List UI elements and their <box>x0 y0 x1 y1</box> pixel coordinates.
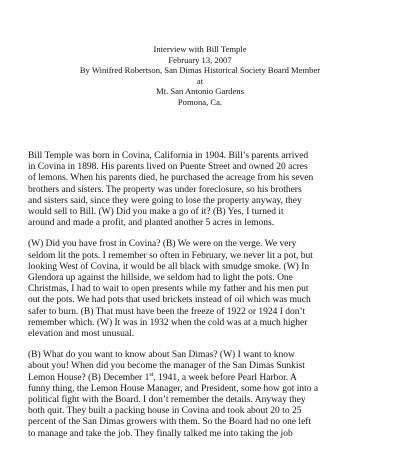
text-line: looking West of Covina, it would be all black with smudge smoke. (W) In <box>28 261 310 272</box>
text-line: seldom lit the pots. I remember so often in February, we never lit a pot, but <box>28 250 313 261</box>
text-line: of lemons. When his parents died, he purchased the acreage from his seven <box>28 173 314 184</box>
text-line: safer to burn. (B) That must have been the freeze of 1922 or 1924 I don’t <box>28 306 306 317</box>
text-line: remember which. (W) It was in 1932 when the cold was at a much higher <box>28 317 308 328</box>
text-line: to manage and take the job. They finally talked me into taking the job <box>28 428 293 439</box>
text-line: both quit. They built a packing house in Covina and took about 20 to 25 <box>28 406 302 417</box>
text-line: about you! When did you become the manager of the San Dimas Sunkist <box>28 361 305 372</box>
text-line: (W) Did you have frost in Covina? (B) We were on the verge. We very <box>28 239 297 250</box>
text-line: would sell to Bill. (W) Did you make a go of it? (B) Yes, I turned it <box>28 207 284 218</box>
paragraph-1 <box>28 151 384 229</box>
text-line: political fight with the Board. I don’t remember the details. Anyway they <box>28 395 306 406</box>
text-line: Christmas, I had to wait to open presents while my father and his men put <box>28 284 309 295</box>
text-line: Glendora up against the hillside, we seldom had to light the pots. One <box>28 273 293 284</box>
location-city: Pomona, Ca. <box>177 96 223 107</box>
interview-title: Interview with Bill Temple <box>153 44 247 54</box>
interview-header <box>0 44 400 108</box>
text-line: Bill Temple was born in Covina, California in 1904. Bill’s parents arrived <box>28 151 309 161</box>
text-line: around and made a profit, and planted another 5 acres in lemons. <box>28 218 275 229</box>
paragraph-3 <box>28 350 384 440</box>
interview-body <box>28 151 384 450</box>
text-line: and sisters said, since they were going to lose the property anyway, they <box>28 195 302 206</box>
location-name: Mt. San Antonio Gardens <box>156 86 244 97</box>
text-line: in Covina in 1898. His parents lived on Puente Street and owned 20 acres <box>28 162 308 173</box>
text-line: Lemon House? (B) December 1st, 1941, a week before Pearl Harbor. A <box>28 371 297 383</box>
location-at: at <box>196 75 204 86</box>
text-line: out the pots. We had pots that used brickets instead of oil which was much <box>28 295 311 306</box>
text-line: funny thing, the Lemon House Manager, and President, some how got into a <box>28 383 319 394</box>
paragraph-2 <box>28 239 384 340</box>
interview-date: February 13, 2007 <box>168 54 232 65</box>
text-line: elevation and most unusual. <box>28 329 135 340</box>
text-line: (B) What do you want to know about San Dimas? (W) I want to know <box>28 350 295 361</box>
text-line: brothers and sisters. The property was under foreclosure, so his brothers <box>28 184 302 195</box>
interviewer-credit: By Winifred Robertson, San Dimas Historical Society Board Member <box>79 65 321 76</box>
text-line: percent of the San Dimas growers with them. So the Board had no one left <box>28 417 312 428</box>
